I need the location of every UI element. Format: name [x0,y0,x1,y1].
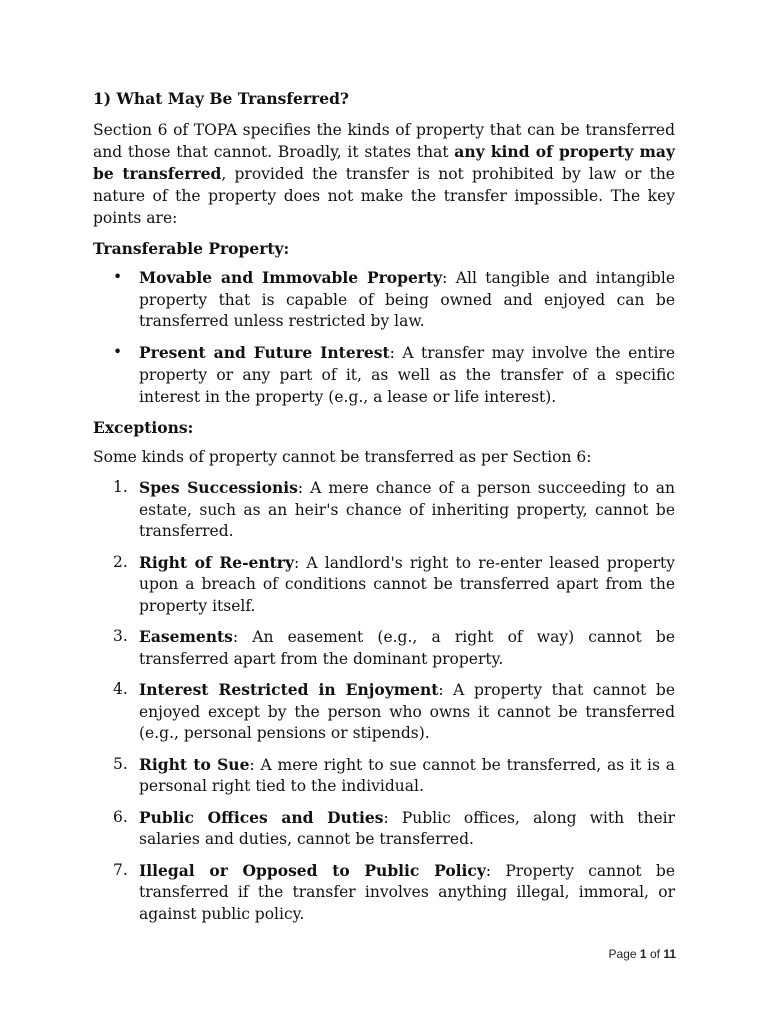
intro-text-start: Section 6 of TOPA specifies the kinds of property that can be transferred and those that cannot. Broadly, it states that [93,121,675,161]
intro-text-end: , provided the transfer is not prohibited by law or the nature of the property does not make the transfer impossible. The key points are: [93,165,675,227]
item-number: 1. [113,478,128,497]
item-text: : All tangible and intangible property that is capable of being owned and enjoyed can be transferred unless restricted by law. [139,269,675,331]
transferable-list [93,267,675,408]
item-term: Public Offices and Duties [139,807,384,827]
transferable-heading: Transferable Property: [93,239,290,258]
item-text: : A mere chance of a person succeeding to an estate, such as an heir's chance of inheriting property, cannot be transferred. [139,479,676,541]
item-term: Right of Re-entry [139,552,294,572]
exception-item [93,754,675,798]
footer-current-page: 1 [639,947,647,961]
section-heading: 1) What May Be Transferred? [93,89,350,108]
item-number: 2. [113,552,128,571]
exception-item [93,477,675,543]
exceptions-heading: Exceptions: [93,418,194,438]
item-number: 6. [113,807,128,826]
bullet-icon: • [113,343,123,362]
item-term: Right to Sue [139,754,250,774]
item-term: Easements [139,627,233,647]
exception-item [93,552,675,618]
footer-of-word: of [649,947,660,961]
exceptions-list [93,477,675,925]
footer-total-pages: 11 [663,947,676,961]
item-term: Spes Successionis [139,478,298,498]
exceptions-intro: Some kinds of property cannot be transferred as per Section 6: [93,448,592,467]
item-text: : A mere right to sue cannot be transferred, as it is a personal right tied to the individual. [139,755,676,796]
item-text: : A property that cannot be enjoyed except by the person who owns it cannot be transferred (e.g., personal pensions or stipends). [139,681,675,743]
item-number: 5. [113,754,128,773]
page-number-footer [609,947,676,961]
item-term: Present and Future Interest [139,343,390,363]
bullet-icon: • [113,268,123,286]
item-text: : Public offices, along with their salaries and duties, cannot be transferred. [139,808,675,849]
item-text: : A transfer may involve the entire property or any part of it, as well as the transfer of a specific interest in the property (e.g., a lease or life interest). [139,344,675,406]
intro-paragraph [93,119,675,229]
item-number: 7. [113,860,128,879]
item-number: 4. [113,680,128,699]
footer-page-word: Page [608,947,637,961]
item-term: Interest Restricted in Enjoyment [139,680,439,700]
item-term: Illegal or Opposed to Public Policy [139,860,486,880]
transferable-item [93,267,675,333]
transferable-item [93,342,675,408]
exception-item [93,679,675,745]
item-text: : An easement (e.g., a right of way) cannot be transferred apart from the dominant property. [139,628,675,668]
exception-item [93,860,675,926]
exception-item [93,626,675,670]
item-term: Movable and Immovable Property [139,268,443,287]
intro-bold-text: any kind of property may be transferred [93,142,675,183]
item-number: 3. [113,627,128,646]
item-text: : A landlord's right to re-enter leased property upon a breach of conditions cannot be transferred apart from the property itself. [139,553,675,615]
item-text: : Property cannot be transferred if the transfer involves anything illegal, immoral, or against public policy. [139,861,675,923]
exception-item [93,807,675,851]
